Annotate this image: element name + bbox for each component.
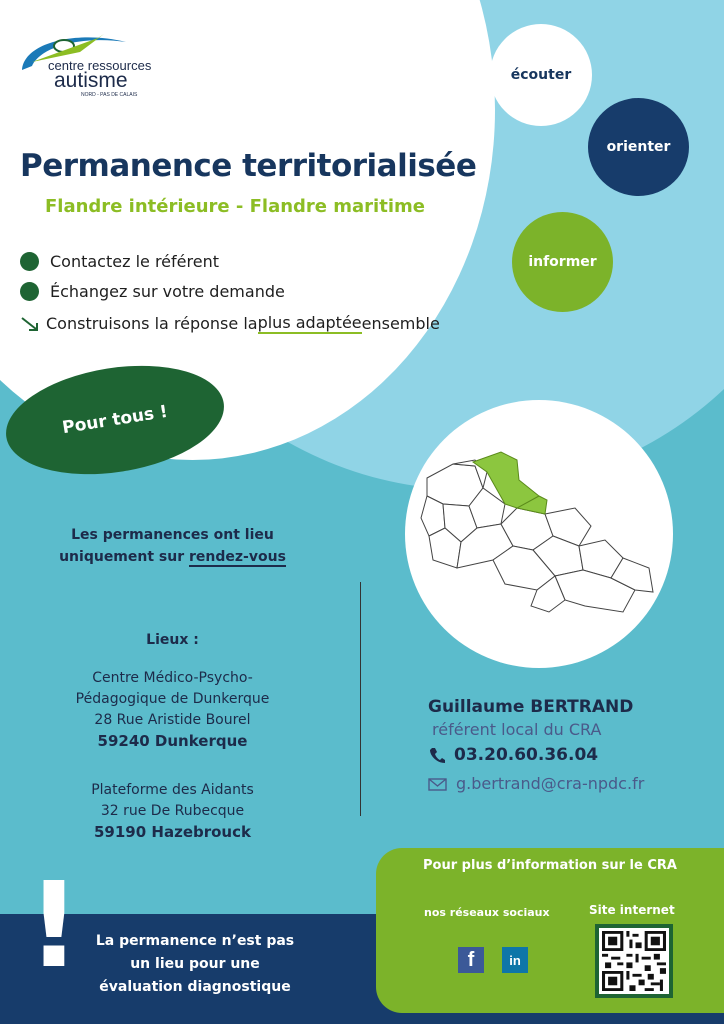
- contact-phone-text: 03.20.60.36.04: [454, 745, 599, 765]
- divider-line: [360, 582, 361, 816]
- lieux-heading: [30, 630, 315, 651]
- linkedin-letter: in: [509, 952, 521, 968]
- bullet-text-highlight: plus adaptée: [257, 313, 362, 332]
- bullet-item: [20, 282, 285, 301]
- qr-code[interactable]: [595, 924, 673, 998]
- bullet-text: Contactez le référent: [50, 252, 219, 271]
- lieu-2-line1: Plateforme des Aidants: [91, 782, 254, 798]
- lieu-1-line3: 28 Rue Aristide Bourel: [94, 712, 251, 728]
- pour-tous-label: Pour tous !: [60, 401, 170, 439]
- page-title: Permanence territorialisée: [20, 148, 477, 184]
- disclaimer-line1: La permanence n’est pas: [95, 933, 295, 949]
- site-label: Site internet: [589, 903, 675, 917]
- tag-informer: [512, 212, 613, 312]
- cra-logo: [18, 22, 180, 102]
- facebook-icon[interactable]: [458, 947, 484, 973]
- logo-line1: centre ressources: [48, 58, 152, 73]
- region-map-icon: [405, 400, 673, 668]
- tag-ecouter: [490, 24, 592, 126]
- disclaimer: [70, 930, 320, 999]
- lieu-2-city: 59190 Hazebrouck: [94, 823, 251, 841]
- exclamation-icon: !: [27, 856, 81, 994]
- bullet-item: [20, 252, 219, 271]
- lieu-2: [30, 780, 315, 843]
- bullet-text-before: Construisons la réponse la: [46, 314, 258, 333]
- tag-orienter: [588, 98, 689, 196]
- info-box-title: Pour plus d’information sur le CRA: [423, 858, 677, 873]
- social-label: nos réseaux sociaux: [424, 906, 550, 919]
- tag-label: informer: [528, 254, 597, 270]
- facebook-letter: f: [467, 948, 475, 971]
- phone-icon: [428, 746, 446, 764]
- qr-code-icon: [602, 931, 666, 991]
- bullet-item: [20, 313, 440, 334]
- lieu-1-city: 59240 Dunkerque: [97, 732, 248, 750]
- bullet-dot-icon: [20, 282, 39, 301]
- rdv-notice: [30, 524, 315, 568]
- region-map: [405, 400, 673, 668]
- disclaimer-line3: évaluation diagnostique: [99, 979, 291, 995]
- bullet-dot-icon: [20, 252, 39, 271]
- arrow-down-right-icon: [20, 315, 42, 333]
- rdv-highlight: rendez-vous: [189, 549, 286, 565]
- lieux-heading-text: Lieux :: [146, 632, 199, 648]
- contact-email-text: g.bertrand@cra-npdc.fr: [456, 774, 645, 793]
- lieu-1: [30, 668, 315, 752]
- linkedin-icon[interactable]: [502, 947, 528, 973]
- rdv-line2: uniquement sur: [59, 549, 190, 565]
- tag-label: écouter: [510, 67, 572, 83]
- lieu-1-line2: Pédagogique de Dunkerque: [75, 691, 270, 707]
- disclaimer-line2: un lieu pour une: [130, 956, 260, 972]
- tag-label: orienter: [606, 139, 671, 155]
- contact-name: Guillaume BERTRAND: [428, 697, 634, 717]
- page-subtitle: Flandre intérieure - Flandre maritime: [45, 196, 425, 217]
- contact-phone[interactable]: [428, 745, 598, 765]
- email-icon: [428, 776, 448, 792]
- bullet-text-after: ensemble: [361, 314, 440, 333]
- rdv-line1: Les permanences ont lieu: [71, 527, 274, 543]
- logo-line2: autisme: [54, 69, 128, 92]
- bullet-text: Échangez sur votre demande: [50, 282, 285, 301]
- contact-role: référent local du CRA: [432, 720, 602, 739]
- contact-email[interactable]: [428, 774, 644, 793]
- lieu-2-line2: 32 rue De Rubecque: [100, 803, 245, 819]
- lieu-1-line1: Centre Médico-Psycho-: [92, 670, 253, 686]
- logo-line3: NORD - PAS DE CALAIS: [81, 92, 138, 98]
